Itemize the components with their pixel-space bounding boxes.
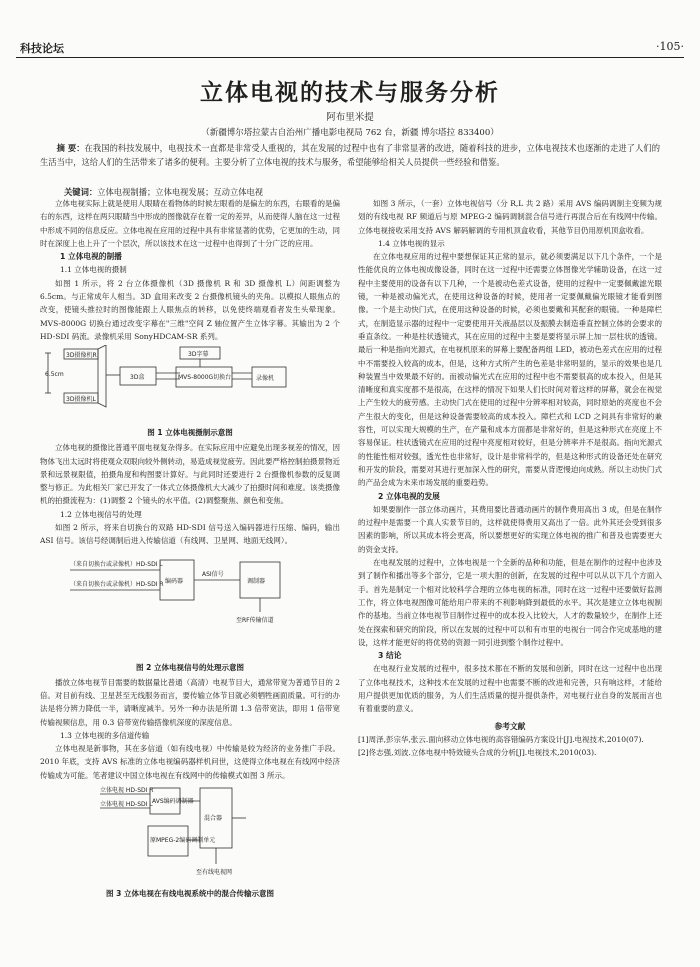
paragraph-1-2: 如图 2 所示，将来自切换台的双路 HD-SDI 信号送入编码器进行压缩、编码，输出 ASI 信号。该信号经调制后进入传输信道（有线网、卫星网、地面无线网）。	[40, 523, 340, 546]
journal-name: 科技论坛	[20, 42, 64, 55]
paragraph-2b: 在电视发展的过程中，立体电视是一个全新的品种和功能，但是在制作的过程中也涉及到了制作和播出等多个部分，它是一项大胆的创新，在发展的过程中可以从以下几个方面入手。首先是制定一个相对比较科学合理的立体电视的标准，同时在这一过程中还要做好监测工作，将立体电视图像可能给用户带来的不利影响降到最低的水平。其次是建立立体电视制作的基地。当前立体电视节目制作过程中的成本投入比较大，人才的数量较少，在制作上还处在探索和研究的阶段，所以在发展的过程中可以和有市里的电视台一同合作完成基地的建设，这样才能更好的将优势的资源一同引进到整个制作过程中。	[358, 558, 662, 647]
section-3-heading: 3 结论	[378, 651, 402, 661]
intro-paragraph: 立体电视实际上就是使用人眼睛在看物体的时候左眼看的是偏左的东西，右眼看的是偏右的东西，这样在两只眼睛当中形成的图像就存在着一定的差异，从而使得人脑在这一过程中形成不同的信息反应。立体电视在应用的过程中具有非常显著的优势，它更加的生动，同时在深度上也上升了一个层次，所以该技术在这一过程中也得到了十分广泛的应用。	[40, 199, 340, 248]
paragraph-1-1: 如图 1 所示，将 2 台立体摄像机（3D 摄像机 R 和 3D 摄像机 L）间距调整为 6.5cm。与正常成年人相当。3D 盒用来改变 2 台摄像机镜头的夹角。以模拟人眼焦点的改变，使镜头推拉时的图像能跟上人眼焦点的转移，以免使终端观看者发生头晕现象。MVS-8000G 切换台通过改变字幕在"三维"空间 Z 轴位置产生立体字幕。其输出为 2 个 HD-SDI 码流。录像机采用 SonyHDCAM-SR 系列。	[40, 278, 340, 341]
figure-3	[40, 784, 340, 884]
author: 阿布里米提	[326, 112, 374, 123]
reference-item: [2]佟志强,刘波.立体电视中特效镜头合成的分析[J].电视技术,2010(03).	[358, 748, 597, 758]
paragraph-2a: 如果要制作一部立体动画片，其费用要比普通动画片的制作费用高出 3 成，但是在制作的过程中是需要一个真人实景节目的，这样就使得费用又高出了一倍。此外其还会受到很多因素的影响，所以其成本将会更高，所以要想更好的实现立体电视的推广和普及也需要更大的资金支持。	[358, 504, 662, 554]
fig3-mpeg2-label: 原MPEG-2编码调制单元	[150, 837, 216, 845]
paragraph-1-3: 立体电视是新事物，其在多信道（如有线电视）中传输是较为经济的业务推广手段。2010 年底，支持 AVS 标准的立体电视编码器样机问世，这使得立体电视在有线网中经济传输成为可能。笔者建议中国立体电视在有线网中的传输模式如图 3 所示。	[40, 744, 340, 780]
fig1-recorder-label: 录像机	[256, 375, 275, 383]
fig1-cam-l-label: 3D摄像机L	[66, 396, 96, 404]
paragraph-3: 在电视行业发展的过程中，很多技术都在不断的发展和创新，同时在这一过程中也出现了立体电视技术，这种技术在发展的过程中也需要不断的改进和完善，只有响这样，才能给用户提供更加优质的服务，为人们生活质量的提升提供条件，对电视行业自身的发展而言也有着重要的意义。	[358, 664, 662, 714]
section-1-heading: 1 立体电视的制播	[60, 252, 122, 262]
paragraph-fig3-desc: 如图 3 所示，（一套）立体电视信号（分 R,L 共 2 路）采用 AVS 编码调制主变频为规划的有线电视 RF 频道后与原 MPEG-2 编码调制混合信号进行再混合后在有线网中传输。立体电视接收采用支持 AVS 解码解调的专用机顶盒收看，其他节目仍用原机顶盒收看。	[358, 199, 662, 235]
fig2-input-l-label: （来自切换台或录像机）HD-SDI L	[70, 560, 163, 568]
fig2-asi-label: ASI信号	[202, 570, 224, 578]
reference-item: [1]周泽,彭宗华,张云.面向移动立体电视的高容错编码方案设计[J].电视技术,2010(07).	[358, 734, 644, 744]
affiliation: （新疆博尔塔拉蒙古自治州广播电影电视局 762 台，新疆 博尔塔拉 833400）	[201, 128, 499, 138]
keywords-text: 立体电视制播；立体电视发展；互动立体电视	[97, 187, 264, 197]
fig2-output-label: 至RF传输信道	[236, 616, 274, 624]
fig1-subtitle-label: 3D字幕	[188, 351, 209, 359]
fig1-cam-r-label: 3D摄像机R	[66, 352, 97, 360]
paragraph-1-4: 在立体电视应用的过程中要想保证其正常的显示，就必须要满足以下几个条件，一个是性能优良的立体电视成像设备，同时在这一过程中还需要立体图像光学辅助设备，在这一过程中主要使用的设备有以下几种，一个是被动色差式设备，使用的过程中一定要佩戴滤光眼镜，一种是被动偏光式，在使用这种设备的时候，使用者一定要佩戴偏光眼镜才能看到图像。一个是主动快门式，在使用这种设备的时候，必须也要戴和其配套的眼镜。一种是障栏式，在制造显示器的过程中一定要使用开关液晶层以及振膜去制造垂直控制立体的会要求的垂直条纹。一种是柱状透镜式，其在应用的过程中主要是要将显示屏上加一层柱状的透镜。最后一种是指向光源式，在电视机原来的屏幕上要配备两组 LED，被动色差式在应用的过程中不需要投入较高的成本，但是，这种方式所产生的色差是非常明显的，显示的效果也是几种装置当中效果最不好的。而被动偏光式在应用的过程中也不需要很高的成本投入，但是其清晰度和真实度都不是很高，在这样的情况下如果人们长时间对着这样的屏幕，就会在视觉上产生较大的疲劳感。主动快门式在使用的过程中分辨率相对较高，同时原始的亮度也不会产生很大的变化，但是这种设备需要较高的成本投入。障栏式和 LCD 之间具有非常好的兼容性，可以实现大规模的生产，在产量和成本方面都是非常好的，但是这种形式在亮度上不容易保证。柱状透镜式在应用的过程中亮度相对较好，但是分辨率并不是很高。指向光源式的性能性相对较强，透光性也非常好，设计是非常科学的，但是这种形式的设备还处在研究和开发的阶段，需要对其进行更加深入性的研究，需要从背逻慢迫向成熟。所以主动快门式的产品会成为未来市场发展的重要趋势。	[358, 252, 662, 488]
paragraph-1-1b: 立体电视的摄像比普通平面电视复杂得多。在实际应用中应避免出现多视差的情况，因物体飞出太远时将使观众双眼向较外侧转动，易造成视觉疲劳。因此要严格控制拍摄景物近景和远景视限值，拍摄角度和构图要计算好。与此同时还要进行 2 台摄像机参数的反复调整与修正。为此相关厂家已开发了一体式立体摄像机大大减少了拍摄时间和难度。该类摄像机的拍摄流程为：(1)调整 2 个镜头的水平值。(2)调整聚焦、颜色和变焦。	[40, 443, 340, 506]
keywords-label: 关键词：	[64, 187, 98, 197]
abstract-label: 摘 要：	[56, 143, 85, 153]
fig2-input-r-label: （来自切换台或录像机）HD-SDI R	[70, 580, 164, 588]
figure-2-caption: 图 2 立体电视信号的处理示意图	[136, 662, 244, 672]
figure-1	[40, 345, 340, 423]
reference-list	[358, 733, 662, 760]
figure-1-caption: 图 1 立体电视摄制示意图	[147, 428, 233, 438]
page-number: ·105·	[656, 40, 684, 53]
fig1-switcher-label: MVS-8000G切换台	[178, 374, 232, 382]
fig3-input-l-label: 立体电视 HD-SDI L	[100, 801, 153, 809]
header-rule	[16, 57, 684, 58]
fig2-encoder-label: 编码器	[165, 577, 184, 585]
abstract	[40, 141, 660, 169]
paper-title: 立体电视的技术与服务分析	[200, 80, 500, 106]
references-heading: 参考文献	[494, 721, 526, 731]
section-1-1-heading: 1.1 立体电视的摄制	[60, 265, 127, 275]
fig3-output-label: 至有线电视网	[196, 869, 233, 877]
section-1-3-heading: 1.3 立体电视的多信道传输	[60, 730, 150, 740]
fig3-avs-label: AVS编码调制器	[152, 798, 194, 806]
abstract-text: 在我国的科技发展中，电视技术一直都是非常受人重视的，其在发展的过程中也有了非常显著的改进，随着科技的进步，立体电视技术也逐渐的走进了人们的生活当中，这给人们的生活带来了诸多的便利。主要分析了立体电视的技术与服务，希望能够给相关人员提供一些经验和借鉴。	[40, 143, 660, 167]
figure-2	[40, 550, 340, 658]
right-column	[358, 197, 662, 759]
fig3-input-r-label: 立体电视 HD-SDI R	[100, 787, 154, 795]
paragraph-1-2b: 播放立体电视节目需要的数据量比普通（高清）电视节目大，通常带宽为普通节目的 2 倍。对目前有线、卫星甚至无线服务而言，要传输立体节目就必须牺牲画面质量。可行的办法是将分辨力降低一半，请晰度减半。另外一种办法是所谓 1.3 倍带宽法，即用 1 倍带宽传输视频信息，用 0.3 倍带宽传输搭像机深度的深度信息。	[40, 677, 340, 727]
fig1-3dbox-label: 3D盒	[130, 374, 145, 382]
section-1-2-heading: 1.2 立体电视信号的处理	[60, 509, 142, 519]
section-1-4-heading: 1.4 立体电视的显示	[378, 238, 445, 248]
figure-3-caption: 图 3 立体电视在有线电视系统中的混合传输示意图	[106, 889, 274, 899]
fig2-modulator-label: 调制器	[247, 577, 266, 585]
fig3-mixer-label: 混合器	[204, 815, 223, 823]
section-2-heading: 2 立体电视的发展	[378, 491, 440, 501]
fig1-distance-label: 6.5cm	[45, 371, 64, 379]
left-column	[40, 197, 340, 902]
